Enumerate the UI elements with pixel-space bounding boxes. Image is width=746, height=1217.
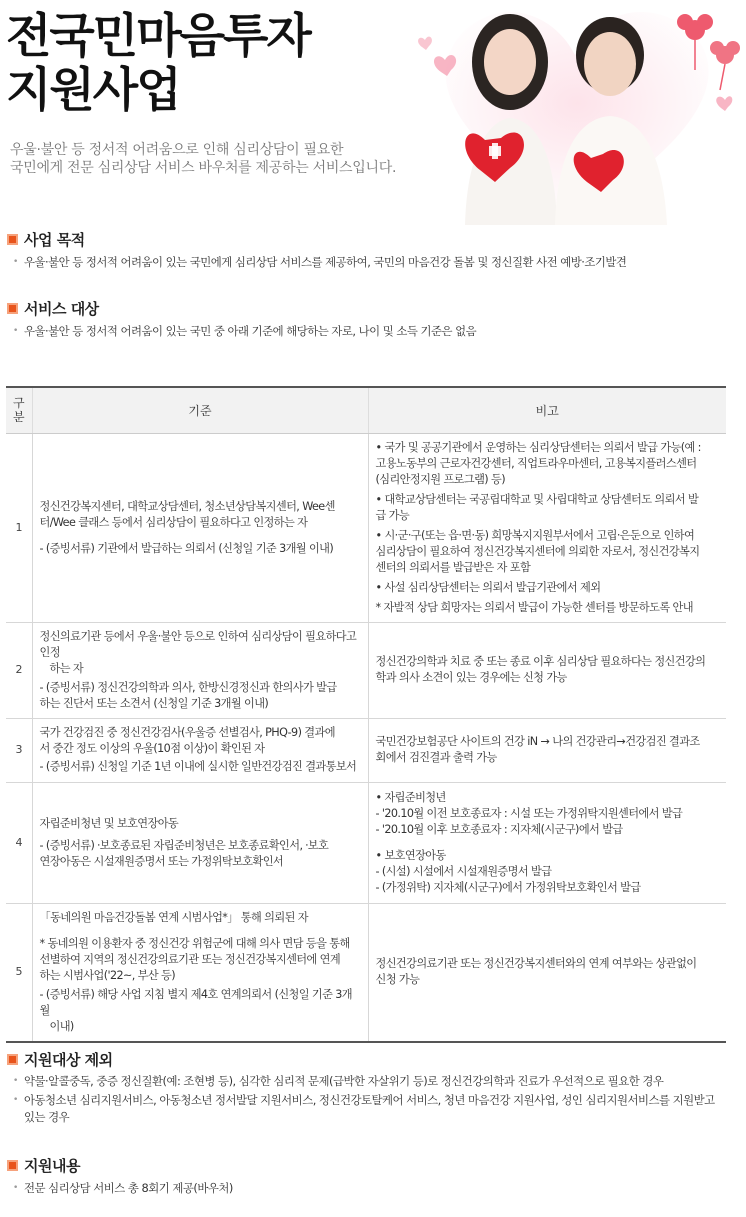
table-row	[6, 718, 726, 782]
section-target-header	[6, 297, 736, 319]
table-header-index: 구 분	[6, 387, 32, 433]
table-row	[6, 782, 726, 903]
page-description-line-2: 국민에게 전문 심리상담 서비스 바우처를 제공하는 서비스입니다.	[10, 160, 397, 176]
table-row	[6, 622, 726, 718]
table-header-criteria: 기준	[32, 387, 368, 433]
section-content-header	[6, 1154, 736, 1176]
section-bullet-icon	[7, 1160, 18, 1171]
criteria-table	[6, 386, 726, 1043]
section-purpose-text: • 우울·불안 등 정서적 어려움이 있는 국민에게 심리상담 서비스를 제공하여, 국민의 마음건강 돌봄 및 정신질환 사전 예방·조기발견	[6, 254, 736, 271]
row-index: 3	[6, 718, 32, 782]
section-exclusion	[6, 1048, 736, 1126]
section-content-text: • 전문 심리상담 서비스 총 8회기 제공(바우처)	[6, 1180, 736, 1197]
row-criteria: 자립준비청년 및 보호연장아동 - (증빙서류) ⸱보호종료된 자립준비청년은 보호종료확인서, ⸱보호 연장아동은 시설재원증명서 또는 가정위탁보호확인서	[32, 782, 368, 903]
table-row	[6, 433, 726, 622]
section-content-title: 지원내용	[24, 1156, 80, 1175]
section-exclusion-header	[6, 1048, 736, 1070]
section-exclusion-title: 지원대상 제외	[24, 1050, 113, 1069]
section-content	[6, 1154, 736, 1197]
section-purpose-title: 사업 목적	[24, 230, 85, 249]
row-note: • 국가 및 공공기관에서 운영하는 심리상담센터는 의뢰서 발급 가능(예 : 고용노동부의 근로자건강센터, 직업트라우마센터, 고용복지플러스센터 (심리안정지원 프로그램) 등) • 대학교상담센터는 국공립대학교 및 사립대학교 상담센터도 의뢰서 발 급 가능 • 시·군·구(또는 읍·면·동) 희망복지지원부서에서 고립·은둔으로 인하여 심리상담이 필요하여 정신건강복지센터에 의뢰한 자로서, 정신건강복지 센터의 의뢰서를 발급받은 자 포함 • 사설 심리상담센터는 의뢰서 발급기관에서 제외 * 자발적 상담 희망자는 의뢰서 발급이 가능한 센터를 방문하도록 안내	[368, 433, 726, 622]
row-criteria: 「동네의원 마음건강돌봄 연계 시범사업*」 통해 의뢰된 자 * 동네의원 이용환자 중 정신건강 위험군에 대해 의사 면담 등을 통해 선별하여 지역의 정신건강의료기관 또는 정신건강복지센터에 연계 하는 시범사업('22~, 부산 등) - (증빙서류) 해당 사업 지침 별지 제4호 연계의뢰서 (신청일 기준 3개월 이내)	[32, 903, 368, 1042]
table-header-note: 비고	[368, 387, 726, 433]
page-title	[6, 10, 310, 118]
row-index: 5	[6, 903, 32, 1042]
section-exclusion-text-1: • 약물·알콜중독, 중증 정신질환(예: 조현병 등), 심각한 심리적 문제(급박한 자살위기 등)로 정신건강의학과 진료가 우선적으로 필요한 경우	[6, 1073, 736, 1090]
row-note: 국민건강보험공단 사이트의 건강 iN → 나의 건강관리→건강검진 결과조 회에서 검진결과 출력 가능	[368, 718, 726, 782]
section-bullet-icon	[7, 1054, 18, 1065]
section-exclusion-text-2: • 아동청소년 심리지원서비스, 아동청소년 정서발달 지원서비스, 정신건강토탈케어 서비스, 청년 마음건강 지원사업, 성인 심리지원서비스를 지원받고	[6, 1092, 736, 1109]
section-target-text: • 우울·불안 등 정서적 어려움이 있는 국민 중 아래 기준에 해당하는 자로, 나이 및 소득 기준은 없음	[6, 323, 736, 340]
section-purpose	[6, 228, 736, 271]
row-index: 2	[6, 622, 32, 718]
table-row	[6, 903, 726, 1042]
row-index: 1	[6, 433, 32, 622]
row-note: • 자립준비청년 - '20.10월 이전 보호종료자 : 시설 또는 가정위탁지원센터에서 발급 - '20.10월 이후 보호종료자 : 지자체(시군구)에서 발급 • 보호연장아동 - (시설) 시설에서 시설재원증명서 발급 - (가정위탁) 지자체(시군구)에서 가정위탁보호확인서 발급	[368, 782, 726, 903]
hero-banner	[0, 0, 746, 225]
table-header-row	[6, 387, 726, 433]
row-index: 4	[6, 782, 32, 903]
hero-illustration	[405, 0, 746, 225]
row-note: 정신건강의학과 치료 중 또는 종료 이후 심리상담 필요하다는 정신건강의 학과 의사 소견이 있는 경우에는 신청 가능	[368, 622, 726, 718]
row-criteria: 정신의료기관 등에서 우울·불안 등으로 인하여 심리상담이 필요하다고 인정 하는 자 - (증빙서류) 정신건강의학과 의사, 한방신경정신과 한의사가 발급 하는 진단서 또는 소견서 (신청일 기준 3개월 이내)	[32, 622, 368, 718]
section-target	[6, 297, 736, 340]
page-description-line-1: 우울·불안 등 정서적 어려움으로 인해 심리상담이 필요한	[10, 142, 344, 158]
section-purpose-header	[6, 228, 736, 250]
section-bullet-icon	[7, 234, 18, 245]
page-title-line-2: 지원사업	[6, 63, 180, 118]
section-bullet-icon	[7, 303, 18, 314]
section-target-title: 서비스 대상	[24, 299, 99, 318]
hero-illustration-svg	[405, 0, 746, 225]
page-description	[10, 141, 396, 177]
row-criteria: 국가 건강검진 중 정신건강검사(우울증 선별검사, PHQ-9) 결과에 서 중간 정도 이상의 우울(10점 이상)이 확인된 자 - (증빙서류) 신청일 기준 1년 이내에 실시한 일반건강검진 결과통보서	[32, 718, 368, 782]
row-note: 정신건강의료기관 또는 정신건강복지센터와의 연계 여부와는 상관없이 신청 가능	[368, 903, 726, 1042]
page-title-line-1: 전국민마음투자	[6, 9, 310, 64]
section-exclusion-text-2-cont: 있는 경우	[24, 1110, 70, 1124]
row-criteria: 정신건강복지센터, 대학교상담센터, 청소년상담복지센터, Wee센 터/Wee 클래스 등에서 심리상담이 필요하다고 인정하는 자 - (증빙서류) 기관에서 발급하는 의뢰서 (신청일 기준 3개월 이내)	[32, 433, 368, 622]
